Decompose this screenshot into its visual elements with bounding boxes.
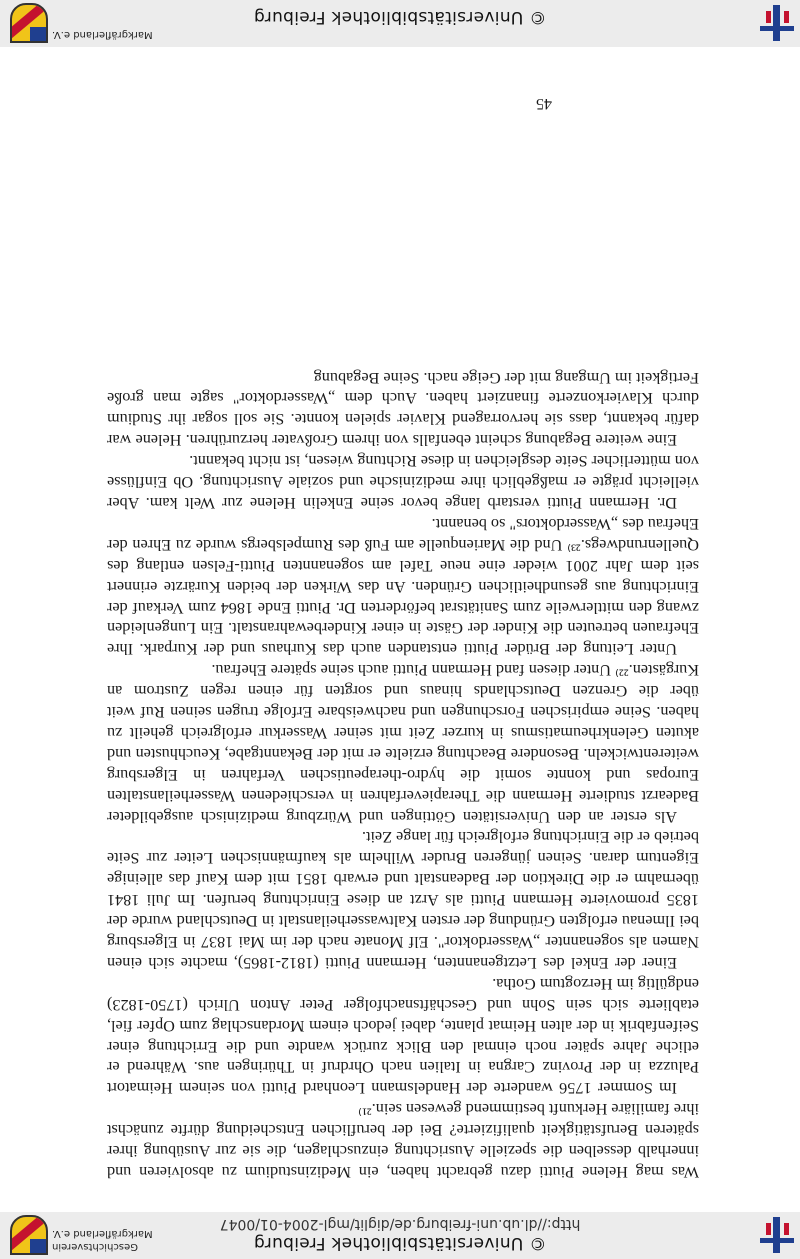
footer-bar: [0, 1212, 800, 1259]
paragraph: Einer der Enkel des Letztgenannten, Hermann Piutti (1812-1865), machte sich einen Namen als sogenannter „Wasserdoktor". Elf Monate nach der im Mai 1837 in Elgersburg bei Ilmenau erfolgten Gründung der ersten Kaltwasserheilanstalt in Deutschland wurde der 1835 promovierte Hermann Piutti als Arzt an diese Einrichtung berufen. Im Juli 1841 übernahm er die Direktion der Badeanstalt und erwarb 1851 mit dem Kauf das alleinige Eigentum daran. Seinen jüngeren Bruder Wilhelm als kaufmännischen Leiter zur Seite betrieb er die Einrichtung erfolgreich für lange Zeit.: [107, 828, 699, 972]
footer-url-link[interactable]: http://dl.ub.uni-freiburg.de/diglit/mgl-2004-01/0047: [219, 1216, 581, 1232]
body-text: [107, 367, 699, 1182]
society-crest-icon: [10, 3, 48, 43]
paragraph: Eine weitere Begabung scheint ebenfalls von ihrem Großvater herzurühren. Helene war dafür bekannt, dass sie hervorragend Klavier spielen konnte. Sie soll sogar ihr Studium durch Klavierkonzerte finanziert haben. Auch dem „Wasserdoktor" sagte man große Fertigkeit im Umgang mit der Geige nach. Seine Begabung: [107, 368, 699, 450]
footer-society-name: Geschichtsverein Markgräflerland e.V.: [52, 1228, 153, 1252]
header-society-name: Markgräflerland e.V.: [52, 29, 153, 40]
paragraph: Unter Leitung der Brüder Piutti entstanden auch das Kurhaus und der Kurpark. Ihre Ehefrauen betreuten die Kinder der Gäste in einer Kinderbewahranstalt. Ein Lungenleiden zwang den mittlerweile zum Sanitätsrat beförderten Dr. Piutti Ende 1864 zum Verkauf der Einrichtung aus gesundheitlichen Gründen. An das Wirken der beiden Kurärzte erinnert seit dem Jahr 2001 wieder eine neue Tafel am sogenannten Piutti-Felsen entlang des Quellenrundwegs.²³⁾ Und die Marienquelle am Fuß des Rumpelsbergs wurde zu Ehren der Ehefrau des „Wasserdoktors" so benannt.: [107, 514, 699, 659]
header-library-title: © Universitätsbibliothek Freiburg: [253, 7, 547, 27]
header-bar: [0, 0, 800, 47]
society-crest-icon: [10, 1215, 48, 1255]
paragraph: Im Sommer 1756 wanderte der Handelsmann Leonhard Piutti von seinem Heimatort Paluzza in der Provinz Cargna in Italien nach Ohrdruf in Thüringen aus. Während er etliche Jahre später noch einmal den Blick zurück wandte und die Errichtung einer Seifenfabrik in der alten Heimat plante, dabei jedoch einem Mordanschlag zum Opfer fiel, etablierte sich sein Sohn und Geschäftsnachfolger Peter Anton Ulrich (1750-1823) endgültig im Herzogtum Gotha.: [107, 974, 699, 1098]
footer-library-title: © Universitätsbibliothek Freiburg: [253, 1233, 547, 1253]
document-page: [0, 47, 800, 1212]
page-number-value: 45: [536, 95, 552, 112]
page-number: [0, 94, 800, 112]
paragraph: Als erster an den Universitäten Göttingen und Würzburg medizinisch ausgebildeter Badearzt studierte Hermann die Therapieverfahren in verschiedenen Wasserheilanstalten Europas und konnte somit die hydro-therapeutischen Verfahren in Elgersburg weiterentwickeln. Besondere Beachtung erzielte er mit der Bekanntgabe, Keuchhusten und akuten Gelenkrheumatismus in kurzer Zeit mit seiner Wasserkur erfolgreich geheilt zu haben. Seine empirischen Forschungen und nachweisbare Erfolge trugen seinen Ruf weit über die Grenzen Deutschlands hinaus und sorgten für einen regen Zustrom an Kurgästen.²²⁾ Unter diesen fand Hermann Piutti auch seine spätere Ehefrau.: [107, 661, 699, 826]
paragraph: Was mag Helene Piutti dazu gebracht haben, ein Medizinstudium zu absolvieren und innerhalb desselben die spezielle Ausrichtung einzuschlagen, die sie zur Ausübung ihrer späteren Berufstätigkeit qualifizierte? Bei der beruflichen Entscheidung dürfte zunächst ihre familiäre Herkunft bestimmend gewesen sein.²¹⁾: [107, 1100, 699, 1181]
paragraph: Dr. Hermann Piutti verstarb lange bevor seine Enkelin Helene zur Welt kam. Aber vielleicht prägte er maßgeblich ihre medizinische und soziale Ausrichtung. Ob Einflüsse von mütterlicher Seite desgleichen in diese Richtung wiesen, ist nicht bekannt.: [107, 452, 699, 512]
